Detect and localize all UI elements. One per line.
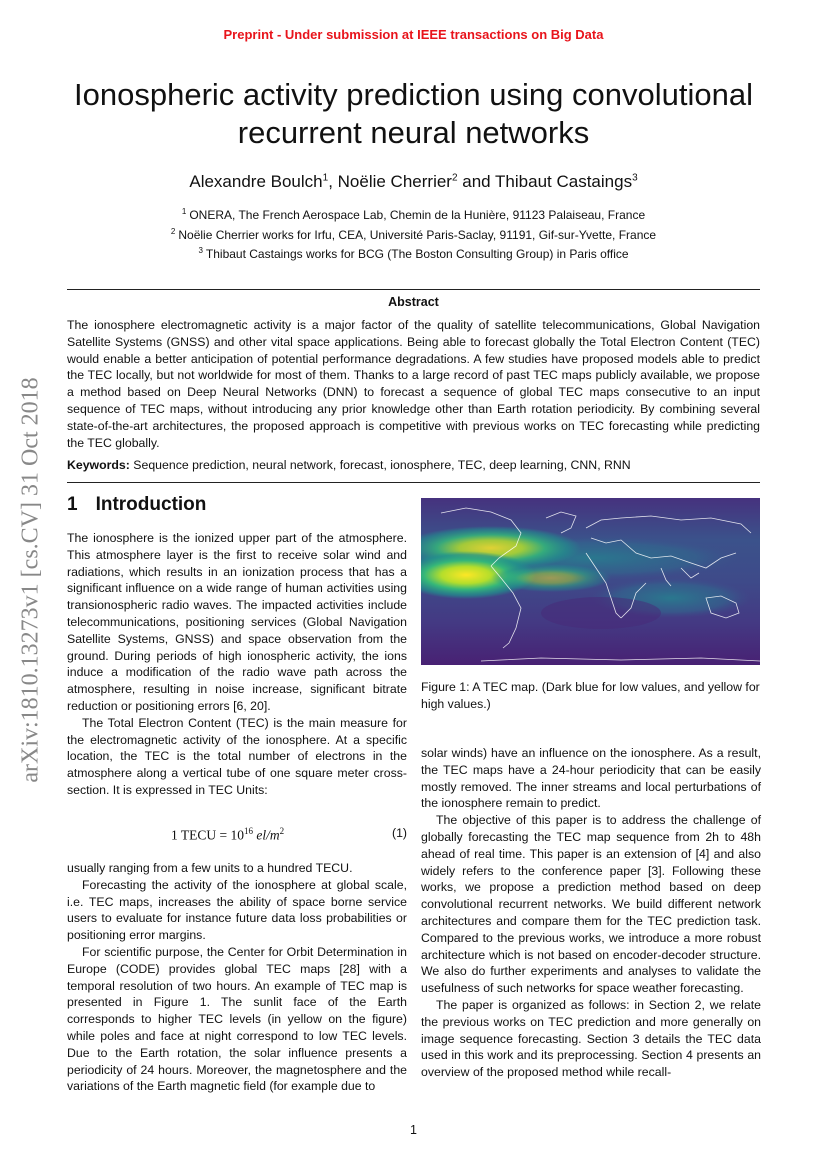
section-heading [67,494,206,516]
arxiv-identifier: arXiv:1810.13273v1 [cs.CV] 31 Oct 2018 [17,377,44,783]
paragraph: For scientific purpose, the Center for Orbit Determination in Europe (CODE) provides global TEC maps [28] with a temporal resolution of two hours. An example of TEC map is presented in Figure 1. The sunlit face of the Earth corresponds to higher TEC levels (in yellow on the figure) while poles and face at night correspond to low TEC levels. Due to the Earth rotation, the solar influence presents a periodicity of 24 hours. Moreover, the magnetosphere and the variations of the Earth magnetic field (for example due to [67,944,407,1094]
paragraph: usually ranging from a few units to a hundred TECU. [67,861,353,875]
paragraph: The paper is organized as follows: in Section 2, we relate the previous works on TEC prediction and more generally on image sequence forecasting. Section 3 details the TEC data used in this work and its preprocessing. Section 4 presents an overview of the proposed method while recall- [421,997,761,1080]
affiliation-line [0,204,827,224]
left-column-bottom [67,860,407,1095]
keywords-text: Sequence prediction, neural network, forecast, ionosphere, TEC, deep learning, CNN, RNN [129,458,631,472]
left-column-top [67,530,407,799]
abstract-bottom-rule [67,482,760,483]
affiliations [0,204,827,263]
paper-title [60,76,767,152]
author-sup: 1 [322,172,329,184]
figure-caption: Figure 1: A TEC map. (Dark blue for low values, and yellow for high values.) [421,680,760,711]
preprint-banner: Preprint - Under submission at IEEE transactions on Big Data [223,27,604,42]
paragraph: solar winds) have an influence on the ionosphere. As a result, the TEC maps have a 24-hour periodicity that can be easily mostly removed. The inner streams and local perturbations of the ionosphere remain to predict. [421,746,761,811]
equation-lhs: 1 TECU = 10 [171,827,244,843]
author-list [0,172,827,192]
author-sup: 3 [632,172,638,184]
abstract-text: The ionosphere electromagnetic activity is a major factor of the quality of satellite telecommunications, Global Navigation Satellite Systems (GNSS) and other vital space applications. Being able to forecast globally the Total Electron Content (TEC) would enable a better anticipation of potential performance degradations. A few studies have proposed models able to predict the TEC locally, but not worldwide for most of them. Thanks to a large record of past TEC maps publicly available, we propose a method based on Deep Neural Networks (DNN) to forecast a sequence of global TEC maps consecutive to an input sequence of TEC maps, without introducing any prior knowledge other than Earth rotation periodicity. By combining several state-of-the-art architectures, the proposed approach is competitive with previous works on TEC forecasting while predicting the TEC globally. [67,318,760,450]
author-name: Noëlie Cherrier [337,172,452,191]
tec-map-image [421,498,760,665]
affiliation-sup: 2 [170,226,176,236]
section-title: Introduction [95,494,207,515]
title-line-2: recurrent neural networks [237,115,590,150]
arxiv-stamp [6,300,56,860]
author-name: Alexandre Boulch [189,172,323,191]
equation-unit: el/m [253,827,280,843]
affiliation-sup: 1 [181,207,187,216]
section-number: 1 [67,494,78,515]
keywords-label: Keywords: [67,458,130,472]
paragraph: The objective of this paper is to address the challenge of globally forecasting the TEC map sequence from 2h to 48h ahead of real time. This paper is an extension of [4] and also widely refers to the conference paper [3]. Following these works, we propose a prediction method based on deep convolutional recurrent networks. We build different network architectures and compare them for the TEC prediction task. Compared to the previous works, we introduce a more robust architecture which is not based on encoder-decoder structure. We also do further experiments and analyses to validate the usefulness of such networks for space weather forecasting. [421,813,761,996]
affiliation-line [0,224,827,244]
author-separator: , [328,172,338,191]
page-number: 1 [410,1123,417,1137]
abstract-heading: Abstract [388,295,439,309]
affiliation-line [0,243,827,263]
affiliation-text: ONERA, The French Aerospace Lab, Chemin de la Hunière, 91123 Palaiseau, France [189,208,646,222]
affiliation-text: Noëlie Cherrier works for Irfu, CEA, Université Paris-Saclay, 91191, Gif-sur-Yvette, France [178,227,657,242]
author-separator: and [457,172,496,191]
affiliation-sup: 3 [198,246,203,255]
abstract-top-rule [67,289,760,290]
title-line-1: Ionospheric activity prediction using convolutional [74,77,753,112]
author-sup: 2 [451,172,458,184]
paragraph: The Total Electron Content (TEC) is the main measure for the electromagnetic activity of the ionosphere. At a specific location, the TEC is the total number of electrons in the atmosphere along a vertical tube of one square meter cross-section. It is expressed in TEC Units: [67,715,407,797]
paragraph: The ionosphere is the ionized upper part of the atmosphere. This atmosphere layer is the first to receive solar wind and radiations, which results in an ionization process that has a significant influence on a wide range of human activities using transionospheric radio waves. The impacted activities include telecommunications, positioning services (Global Navigation Satellite Systems, GNSS) and space observation from the ground. During periods of high ionospheric activity, the ions induce a modification of the radio wave path across the atmosphere, resulting in noise increase, significant bitrate reduction or positioning errors [6, 20]. [67,531,407,713]
author-name: Thibaut Castaings [495,172,633,191]
affiliation-text: Thibaut Castaings works for BCG (The Boston Consulting Group) in Paris office [205,247,629,261]
equation-exponent: 16 [244,826,253,836]
equation-unit-exponent: 2 [279,826,285,836]
right-column [421,745,761,1081]
tec-map-figure [421,498,760,665]
equation-number: (1) [391,826,407,840]
paragraph: Forecasting the activity of the ionosphere at global scale, i.e. TEC maps, increases the ability of space borne service users to evaluate for instance future data loss probabilities or positioning error margins. [67,877,407,943]
keywords [67,458,760,472]
